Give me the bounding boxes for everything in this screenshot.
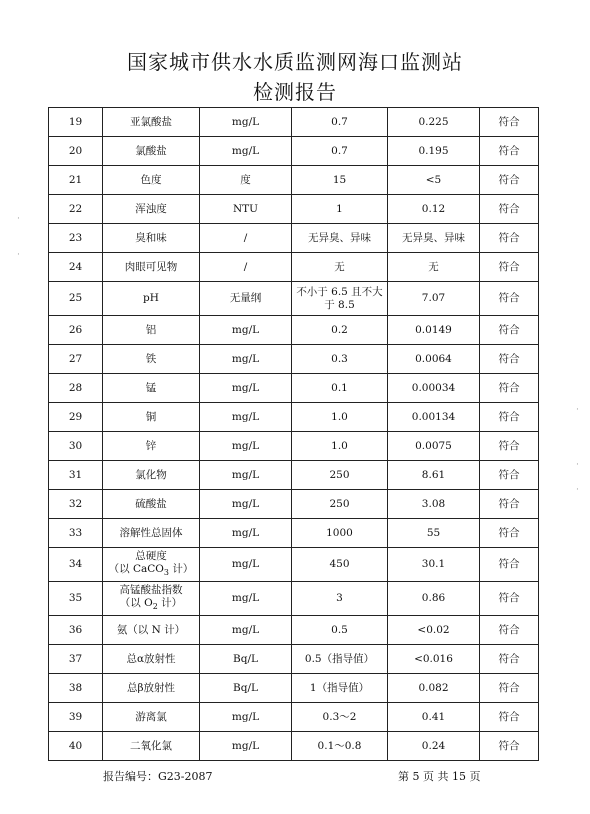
scan-mark: · — [17, 250, 20, 260]
result-cell: 0.082 — [388, 674, 480, 703]
verdict-cell: 符合 — [480, 732, 539, 761]
item-name-cell: 浑浊度 — [103, 195, 200, 224]
verdict-cell: 符合 — [480, 108, 539, 137]
limit-cell: 0.1 — [292, 374, 388, 403]
verdict-cell: 符合 — [480, 582, 539, 616]
limit-cell: 3 — [292, 582, 388, 616]
item-name-subscript: 3 — [163, 568, 170, 578]
item-name-cell: pH — [103, 282, 200, 316]
table-row — [49, 166, 539, 195]
row-number-cell: 32 — [49, 490, 103, 519]
verdict-cell: 符合 — [480, 374, 539, 403]
unit-cell: mg/L — [200, 490, 292, 519]
table-row — [49, 224, 539, 253]
result-cell: <0.02 — [388, 616, 480, 645]
item-name-subscript: 2 — [152, 602, 158, 612]
verdict-cell: 符合 — [480, 403, 539, 432]
result-cell: 7.07 — [388, 282, 480, 316]
results-table-body — [49, 108, 539, 761]
verdict-cell: 符合 — [480, 490, 539, 519]
verdict-cell: 符合 — [480, 166, 539, 195]
result-cell: 0.225 — [388, 108, 480, 137]
limit-cell: 无异臭、异味 — [292, 224, 388, 253]
result-cell: 0.0075 — [388, 432, 480, 461]
verdict-cell: 符合 — [480, 674, 539, 703]
item-name-text: 计） — [157, 596, 183, 609]
item-name-cell: 铝 — [103, 316, 200, 345]
limit-cell: 1000 — [292, 519, 388, 548]
unit-cell: mg/L — [200, 548, 292, 582]
unit-cell: Bq/L — [200, 645, 292, 674]
result-cell: 55 — [388, 519, 480, 548]
result-cell: 0.12 — [388, 195, 480, 224]
limit-cell: 450 — [292, 548, 388, 582]
item-name-text: （以 CaCO — [108, 562, 164, 575]
table-row — [49, 616, 539, 645]
unit-cell: / — [200, 253, 292, 282]
row-number-cell: 40 — [49, 732, 103, 761]
unit-cell: mg/L — [200, 137, 292, 166]
row-number-cell: 29 — [49, 403, 103, 432]
row-number-cell: 37 — [49, 645, 103, 674]
result-cell: 无 — [388, 253, 480, 282]
result-cell: 0.0149 — [388, 316, 480, 345]
result-cell: <5 — [388, 166, 480, 195]
row-number-cell: 25 — [49, 282, 103, 316]
row-number-cell: 39 — [49, 703, 103, 732]
table-row — [49, 582, 539, 616]
table-row — [49, 674, 539, 703]
result-cell: 3.08 — [388, 490, 480, 519]
table-row — [49, 461, 539, 490]
item-name-cell: 硫酸盐 — [103, 490, 200, 519]
scan-mark: · — [576, 460, 579, 470]
limit-cell: 0.2 — [292, 316, 388, 345]
verdict-cell: 符合 — [480, 316, 539, 345]
item-name-cell: 锌 — [103, 432, 200, 461]
unit-cell: mg/L — [200, 108, 292, 137]
item-name-cell: 游离氯 — [103, 703, 200, 732]
limit-cell: 0.5（指导值） — [292, 645, 388, 674]
item-name-cell: 总β放射性 — [103, 674, 200, 703]
verdict-cell: 符合 — [480, 703, 539, 732]
row-number-cell: 26 — [49, 316, 103, 345]
row-number-cell: 33 — [49, 519, 103, 548]
results-table — [48, 107, 539, 761]
verdict-cell: 符合 — [480, 548, 539, 582]
result-cell: 30.1 — [388, 548, 480, 582]
unit-cell: NTU — [200, 195, 292, 224]
limit-cell: 1.0 — [292, 432, 388, 461]
row-number-cell: 24 — [49, 253, 103, 282]
limit-cell: 0.3～2 — [292, 703, 388, 732]
unit-cell: / — [200, 224, 292, 253]
row-number-cell: 20 — [49, 137, 103, 166]
unit-cell: mg/L — [200, 345, 292, 374]
report-number: 报告编号：G23-2087 — [103, 770, 213, 783]
result-cell: 8.61 — [388, 461, 480, 490]
row-number-cell: 35 — [49, 582, 103, 616]
item-name-cell: 溶解性总固体 — [103, 519, 200, 548]
result-cell: 0.00134 — [388, 403, 480, 432]
report-title-line2: 检测报告 — [253, 80, 337, 104]
row-number-cell: 23 — [49, 224, 103, 253]
item-name-cell: 总α放射性 — [103, 645, 200, 674]
verdict-cell: 符合 — [480, 616, 539, 645]
limit-cell — [292, 282, 388, 316]
limit-line1: 不小于 6.5 且不大 — [296, 285, 383, 298]
result-cell: 0.0064 — [388, 345, 480, 374]
item-name-line2 — [105, 597, 197, 613]
report-title-line1: 国家城市供水水质监测网海口监测站 — [127, 50, 463, 74]
item-name-line2 — [105, 563, 197, 579]
item-name-line1: 高锰酸盐指数 — [119, 583, 183, 596]
item-name-text: （以 O — [119, 596, 153, 609]
unit-cell: mg/L — [200, 461, 292, 490]
result-cell: 无异臭、异味 — [388, 224, 480, 253]
unit-cell: 度 — [200, 166, 292, 195]
limit-cell: 250 — [292, 461, 388, 490]
table-row — [49, 548, 539, 582]
row-number-cell: 27 — [49, 345, 103, 374]
row-number-cell: 31 — [49, 461, 103, 490]
table-row — [49, 490, 539, 519]
table-row — [49, 432, 539, 461]
item-name-cell: 氨（以 N 计） — [103, 616, 200, 645]
limit-cell: 0.7 — [292, 108, 388, 137]
scan-mark: · — [17, 214, 20, 224]
table-row — [49, 108, 539, 137]
result-cell: <0.016 — [388, 645, 480, 674]
result-cell: 0.195 — [388, 137, 480, 166]
row-number-cell: 30 — [49, 432, 103, 461]
limit-cell: 250 — [292, 490, 388, 519]
verdict-cell: 符合 — [480, 224, 539, 253]
item-name-cell: 铁 — [103, 345, 200, 374]
unit-cell: mg/L — [200, 374, 292, 403]
item-name-text: 计） — [169, 562, 194, 575]
table-row — [49, 403, 539, 432]
row-number-cell: 21 — [49, 166, 103, 195]
table-row — [49, 703, 539, 732]
verdict-cell: 符合 — [480, 253, 539, 282]
unit-cell: Bq/L — [200, 674, 292, 703]
result-cell: 0.24 — [388, 732, 480, 761]
item-name-cell: 色度 — [103, 166, 200, 195]
verdict-cell: 符合 — [480, 282, 539, 316]
verdict-cell: 符合 — [480, 519, 539, 548]
unit-cell: mg/L — [200, 403, 292, 432]
limit-line2: 于 8.5 — [324, 298, 355, 311]
limit-cell: 0.1～0.8 — [292, 732, 388, 761]
item-name-cell: 亚氯酸盐 — [103, 108, 200, 137]
table-row — [49, 732, 539, 761]
verdict-cell: 符合 — [480, 137, 539, 166]
row-number-cell: 36 — [49, 616, 103, 645]
table-row — [49, 374, 539, 403]
table-row — [49, 137, 539, 166]
row-number-cell: 28 — [49, 374, 103, 403]
table-row — [49, 316, 539, 345]
row-number-cell: 19 — [49, 108, 103, 137]
unit-cell: mg/L — [200, 732, 292, 761]
item-name-cell: 臭和味 — [103, 224, 200, 253]
verdict-cell: 符合 — [480, 432, 539, 461]
row-number-cell: 38 — [49, 674, 103, 703]
verdict-cell: 符合 — [480, 645, 539, 674]
row-number-cell: 22 — [49, 195, 103, 224]
item-name-cell — [103, 582, 200, 616]
unit-cell: mg/L — [200, 582, 292, 616]
table-row — [49, 195, 539, 224]
table-row — [49, 282, 539, 316]
limit-cell: 1.0 — [292, 403, 388, 432]
unit-cell: mg/L — [200, 519, 292, 548]
table-row — [49, 645, 539, 674]
item-name-cell — [103, 548, 200, 582]
scan-mark: · — [576, 485, 579, 495]
limit-cell: 0.7 — [292, 137, 388, 166]
table-row — [49, 345, 539, 374]
unit-cell: mg/L — [200, 432, 292, 461]
page-number: 第 5 页 共 15 页 — [398, 770, 481, 783]
item-name-cell: 氯酸盐 — [103, 137, 200, 166]
limit-cell: 15 — [292, 166, 388, 195]
limit-cell: 0.5 — [292, 616, 388, 645]
scan-mark: · — [576, 405, 579, 415]
verdict-cell: 符合 — [480, 461, 539, 490]
table-row — [49, 253, 539, 282]
unit-cell: mg/L — [200, 616, 292, 645]
item-name-cell: 铜 — [103, 403, 200, 432]
item-name-cell: 锰 — [103, 374, 200, 403]
unit-cell: mg/L — [200, 316, 292, 345]
item-name-cell: 肉眼可见物 — [103, 253, 200, 282]
result-cell: 0.86 — [388, 582, 480, 616]
item-name-cell: 二氧化氯 — [103, 732, 200, 761]
limit-cell: 1 — [292, 195, 388, 224]
item-name-cell: 氯化物 — [103, 461, 200, 490]
item-name-line1: 总硬度 — [135, 549, 167, 562]
limit-cell: 0.3 — [292, 345, 388, 374]
result-cell: 0.41 — [388, 703, 480, 732]
verdict-cell: 符合 — [480, 345, 539, 374]
verdict-cell: 符合 — [480, 195, 539, 224]
result-cell: 0.00034 — [388, 374, 480, 403]
limit-cell: 无 — [292, 253, 388, 282]
unit-cell: 无量纲 — [200, 282, 292, 316]
unit-cell: mg/L — [200, 703, 292, 732]
row-number-cell: 34 — [49, 548, 103, 582]
table-row — [49, 519, 539, 548]
limit-cell: 1（指导值） — [292, 674, 388, 703]
